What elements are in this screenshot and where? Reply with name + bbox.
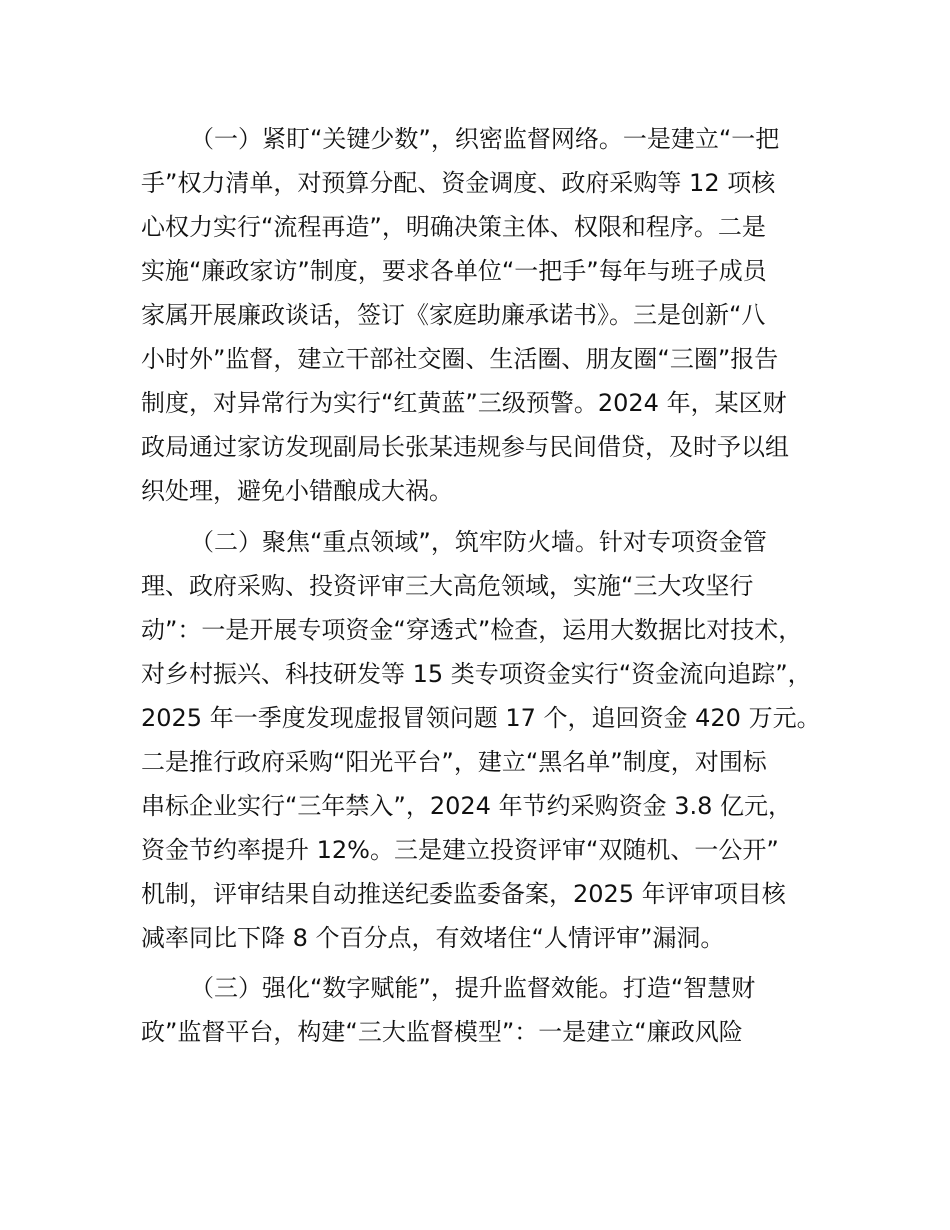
paragraph-line: （一）紧盯“关键少数”，织密监督网络。一是建立“一把 (190, 125, 780, 153)
paragraph-line: （三）强化“数字赋能”，提升监督效能。打造“智慧财 (190, 974, 756, 1002)
paragraph-line: 二是推行政府采购“阳光平台”，建立“黑名单”制度，对围标 (141, 748, 767, 776)
paragraph-line: 小时外”监督，建立干部社交圈、生活圈、朋友圈“三圈”报告 (141, 345, 779, 373)
paragraph-line: 政”监督平台，构建“三大监督模型”：一是建立“廉政风险 (141, 1018, 743, 1046)
paragraph-line: 心权力实行“流程再造”，明确决策主体、权限和程序。二是 (141, 213, 766, 241)
paragraph-line: 对乡村振兴、科技研发等 15 类专项资金实行“资金流向追踪”， (141, 660, 812, 688)
paragraph-line: 手”权力清单，对预算分配、资金调度、政府采购等 12 项核 (141, 169, 776, 197)
paragraph-line: 减率同比下降 8 个百分点，有效堵住“人情评审”漏洞。 (141, 924, 725, 952)
paragraph-line: 串标企业实行“三年禁入”，2024 年节约采购资金 3.8 亿元， (141, 792, 792, 820)
paragraph-line: 理、政府采购、投资评审三大高危领域，实施“三大攻坚行 (141, 572, 754, 600)
paragraph-line: 制度，对异常行为实行“红黄蓝”三级预警。2024 年，某区财 (141, 389, 787, 417)
paragraph-line: 政局通过家访发现副局长张某违规参与民间借贷，及时予以组 (141, 433, 789, 461)
paragraph-line: 2025 年一季度发现虚报冒领问题 17 个，追回资金 420 万元。 (141, 704, 821, 732)
paragraph-line: （二）聚焦“重点领域”，筑牢防火墙。针对专项资金管 (190, 528, 767, 556)
paragraph-line: 动”：一是开展专项资金“穿透式”检查，运用大数据比对技术， (141, 616, 803, 644)
paragraph-line: 织处理，避免小错酿成大祸。 (141, 477, 453, 505)
paragraph-line: 实施“廉政家访”制度，要求各单位“一把手”每年与班子成员 (141, 257, 767, 285)
paragraph-line: 资金节约率提升 12%。三是建立投资评审“双随机、一公开” (141, 836, 779, 864)
paragraph-line: 机制，评审结果自动推送纪委监委备案，2025 年评审项目核 (141, 880, 786, 908)
paragraph-line: 家属开展廉政谈话，签订《家庭助廉承诺书》。三是创新“八 (141, 301, 766, 329)
